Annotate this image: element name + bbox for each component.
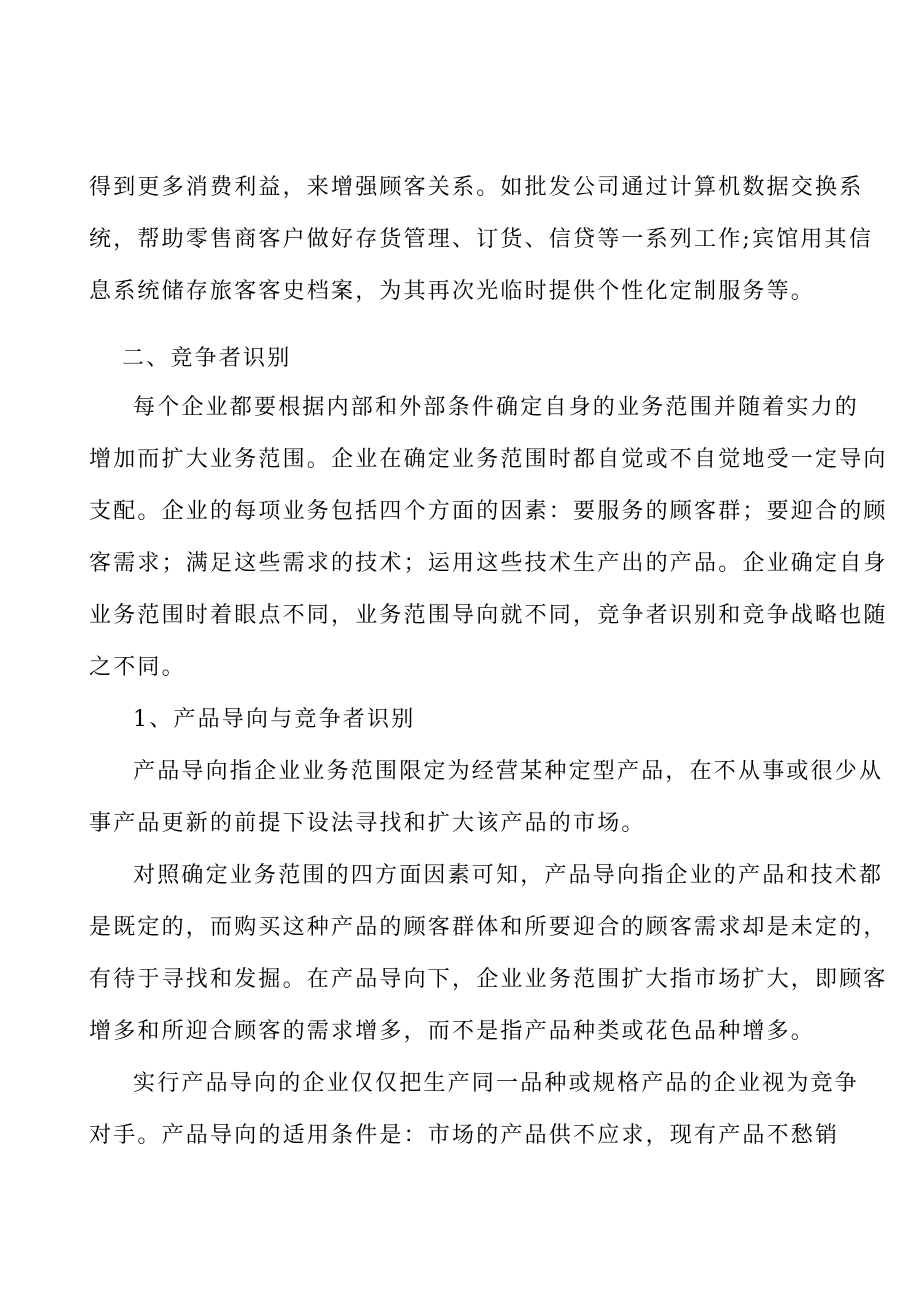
paragraph-2-line-2: 事产品更新的前提下设法寻找和扩大该产品的市场。 [89,811,646,836]
subsection-heading: 1、产品导向与竞争者识别 [133,707,416,732]
paragraph-continued-line-3: 息系统储存旅客客史档案，为其再次光临时提供个性化定制服务等。 [89,279,816,304]
paragraph-4-line-1: 实行产品导向的企业仅仅把生产同一品种或规格产品的企业视为竞争 [133,1071,860,1096]
paragraph-3-line-4: 增多和所迎合顾客的需求增多，而不是指产品种类或花色品种增多。 [89,1019,816,1044]
paragraph-1-line-1: 每个企业都要根据内部和外部条件确定自身的业务范围并随着实力的 [133,395,860,420]
paragraph-2-line-1: 产品导向指企业业务范围限定为经营某种定型产品，在不从事或很少从 [133,759,884,784]
paragraph-1-line-6: 之不同。 [89,655,186,680]
paragraph-1-line-3: 支配。企业的每项业务包括四个方面的因素：要服务的顾客群；要迎合的顾 [89,499,888,524]
paragraph-1-line-4: 客需求；满足这些需求的技术；运用这些技术生产出的产品。企业确定自身 [89,551,888,576]
paragraph-continued-line-2: 统，帮助零售商客户做好存货管理、订货、信贷等一系列工作;宾馆用其信 [89,227,874,252]
paragraph-3-line-3: 有待于寻找和发掘。在产品导向下，企业业务范围扩大指市场扩大，即顾客 [89,967,888,992]
section-heading: 二、竞争者识别 [122,346,292,371]
paragraph-continued-line-1: 得到更多消费利益，来增强顾客关系。如批发公司通过计算机数据交换系 [89,175,864,200]
paragraph-4-line-2: 对手。产品导向的适用条件是：市场的产品供不应求，现有产品不愁销 [89,1123,840,1148]
paragraph-3-line-2: 是既定的，而购买这种产品的顾客群体和所要迎合的顾客需求却是未定的， [89,915,888,940]
paragraph-1-line-2: 增加而扩大业务范围。企业在确定业务范围时都自觉或不自觉地受一定导向 [89,447,888,472]
paragraph-1-line-5: 业务范围时着眼点不同，业务范围导向就不同，竞争者识别和竞争战略也随 [89,603,888,628]
paragraph-3-line-1: 对照确定业务范围的四方面因素可知，产品导向指企业的产品和技术都 [133,863,884,888]
